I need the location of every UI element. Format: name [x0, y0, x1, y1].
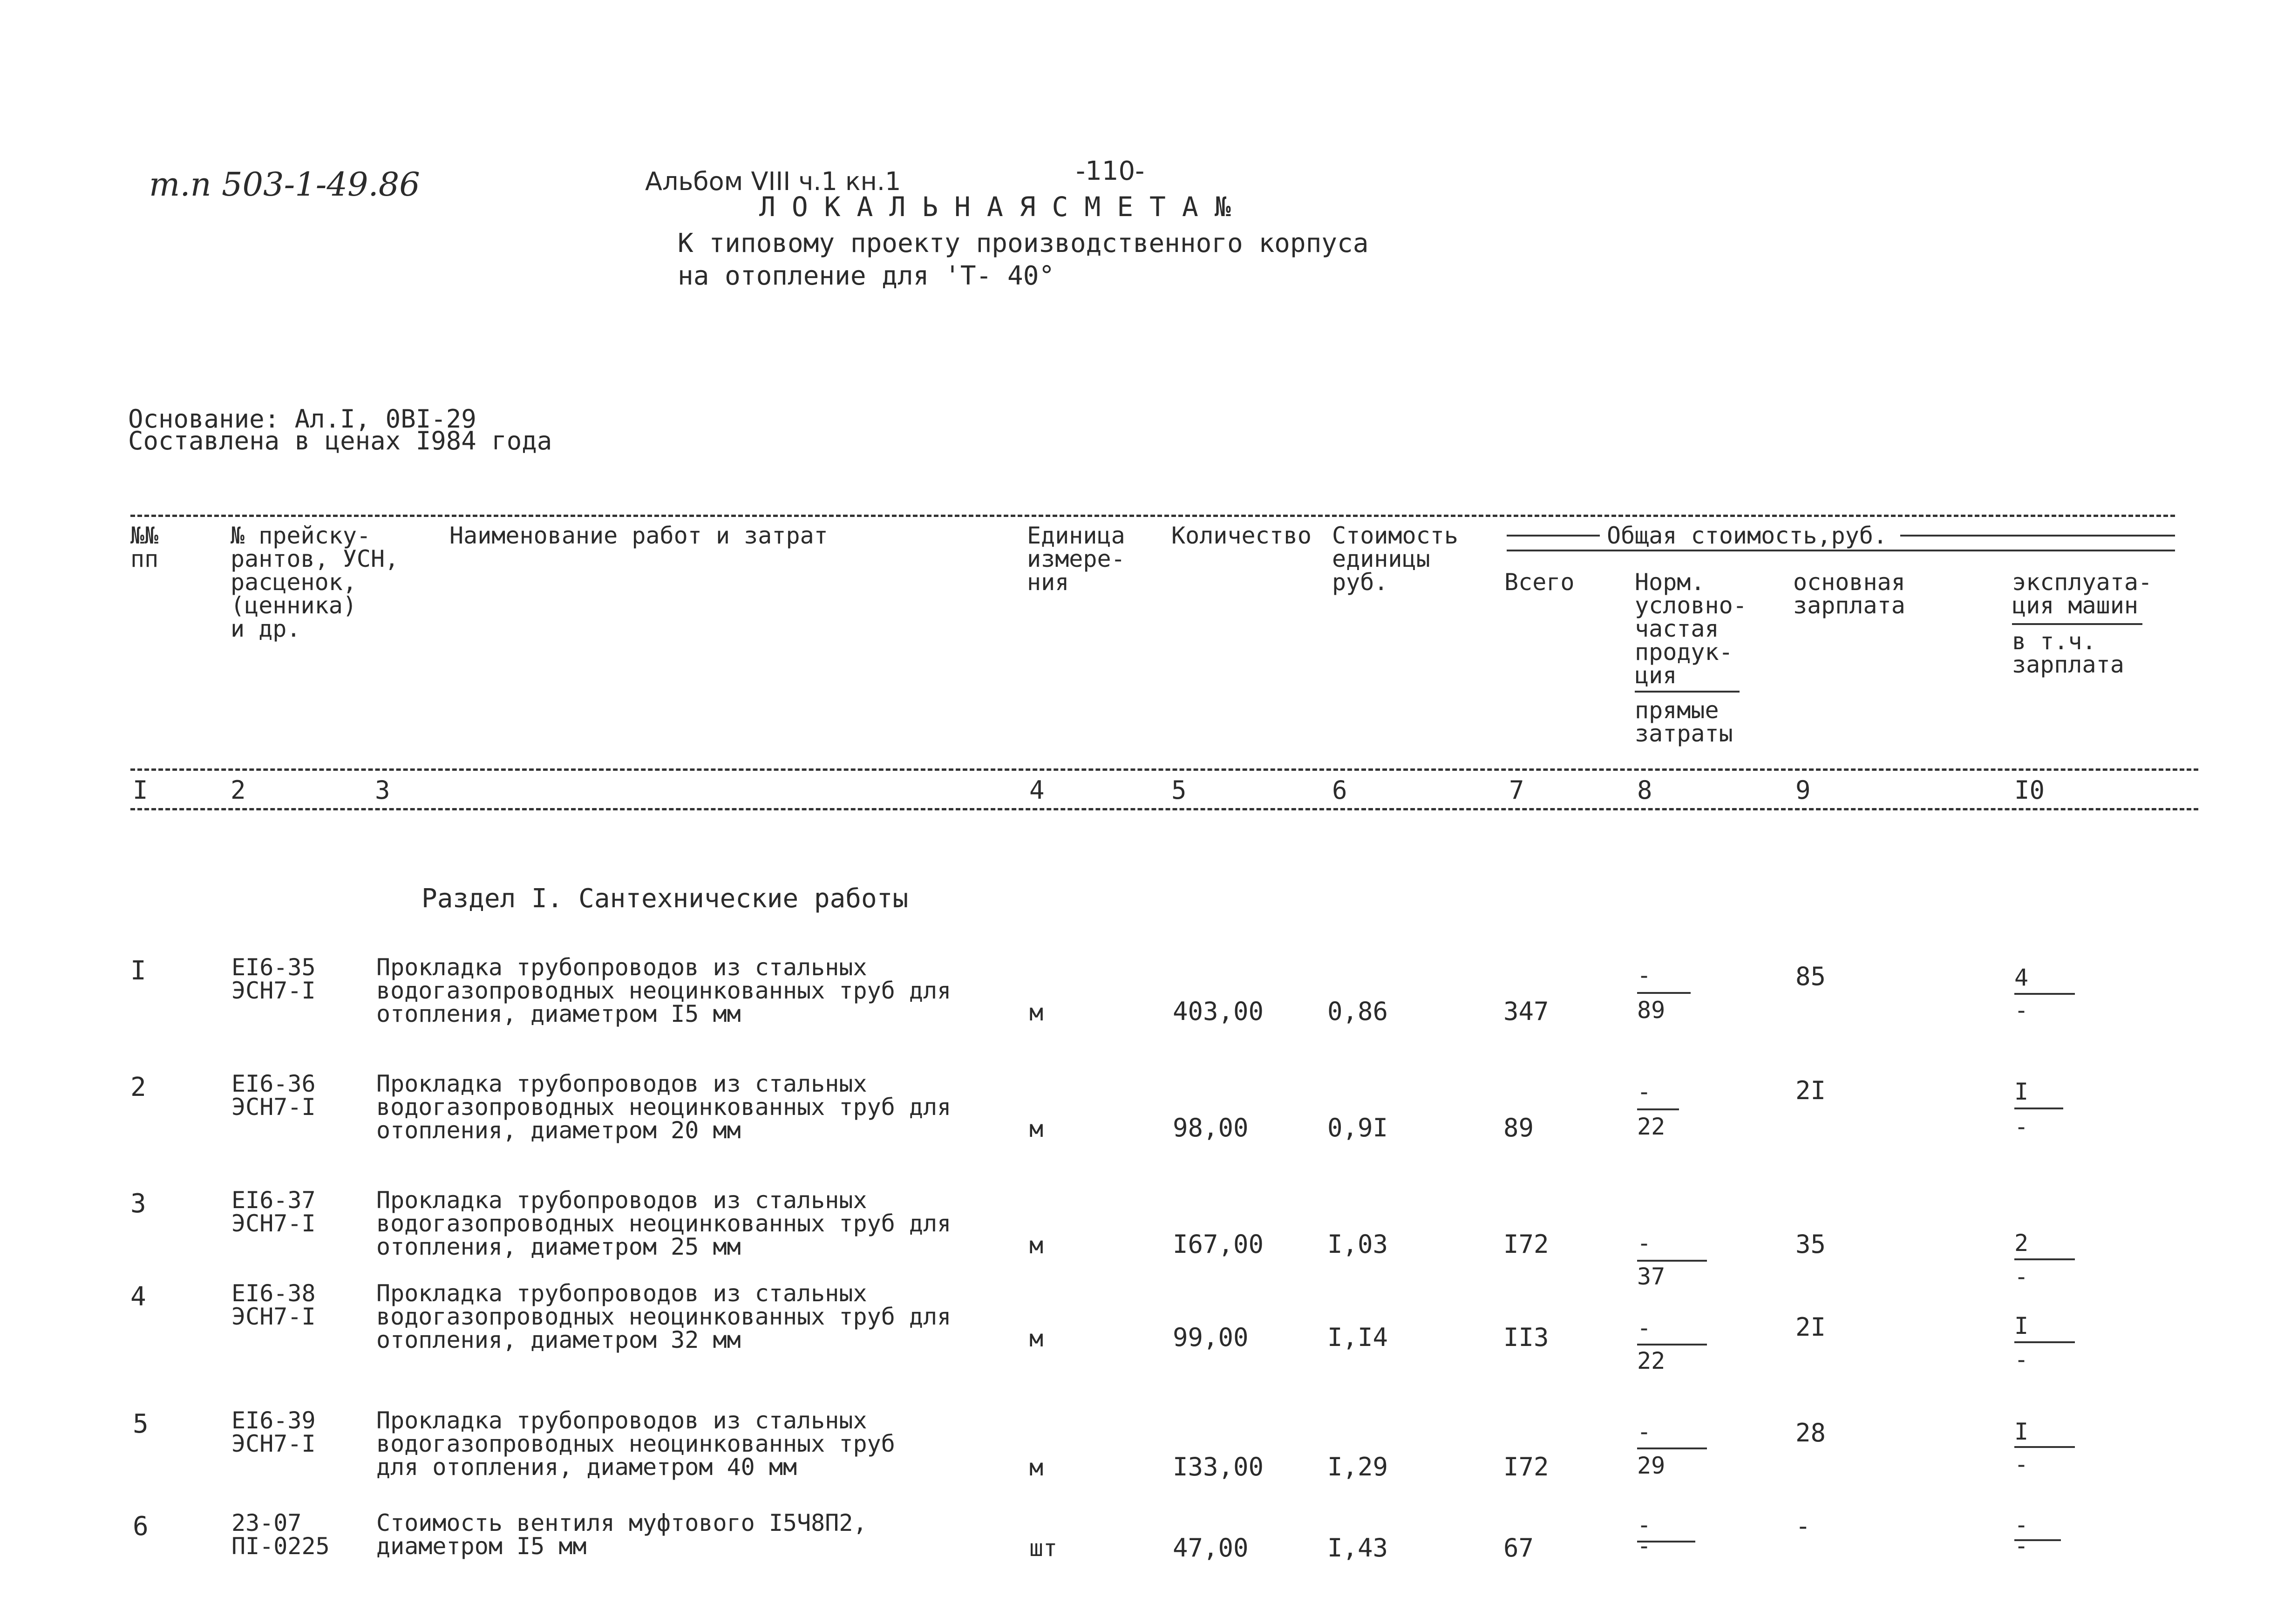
quantity: 98,00 — [1173, 1113, 1249, 1142]
group-header-rule-right — [1900, 535, 2175, 537]
quantity: I33,00 — [1173, 1452, 1264, 1481]
col-header-work-name: Наименование работ и затрат — [449, 522, 828, 549]
group-header-underline — [1507, 550, 2175, 551]
fraction-bar — [2014, 1446, 2075, 1448]
machine-operation: 4 — [2014, 964, 2029, 991]
fraction-bar — [2014, 1341, 2075, 1343]
page-number: -110- — [1076, 156, 1145, 186]
row-code — [231, 1409, 316, 1455]
header-top-rule — [130, 515, 2175, 517]
direct-costs: - — [1637, 1532, 1652, 1559]
direct-costs: 29 — [1637, 1452, 1665, 1479]
section-title: Раздел I. Сантехнические работы — [421, 883, 909, 914]
subtitle-line2: на отопление для 'Т- 40° — [678, 261, 1055, 291]
work-name: Стоимость вентиля муфтового I5Ч8П2, диаметром I5 мм — [376, 1509, 867, 1560]
total-cost: 67 — [1503, 1533, 1534, 1563]
quantity: 403,00 — [1173, 997, 1264, 1026]
unit-cost: I,29 — [1327, 1452, 1388, 1481]
unit-cost: I,I4 — [1327, 1323, 1388, 1352]
row-code — [231, 1282, 316, 1328]
row-code — [231, 956, 316, 1002]
fraction-bar — [2014, 993, 2075, 995]
machine-operation: - — [2014, 1511, 2029, 1538]
price-list-code: ЕI6-39 — [231, 1407, 316, 1434]
machine-salary: - — [2014, 1113, 2029, 1140]
direct-costs: 22 — [1637, 1347, 1665, 1374]
fraction-bar — [2014, 1258, 2075, 1260]
fraction-bar — [1637, 1344, 1707, 1345]
unit: м — [1029, 1115, 1044, 1142]
unit: м — [1029, 1232, 1044, 1259]
machine-operation: I — [2014, 1078, 2029, 1105]
row-code — [231, 1511, 330, 1558]
unit: м — [1029, 1454, 1044, 1481]
quantity: 47,00 — [1173, 1533, 1249, 1563]
price-list-code: ЕI6-38 — [231, 1280, 316, 1307]
price-list-code: ЕI6-37 — [231, 1187, 316, 1214]
basis-line: Основание: Ал.I, 0ВI-29 — [128, 404, 476, 434]
row-number: 6 — [133, 1511, 149, 1542]
col-header-direct-costs: прямые затраты — [1635, 697, 1733, 747]
column-number: I0 — [2014, 775, 2045, 805]
column-number: 8 — [1637, 775, 1652, 805]
base-salary: 28 — [1795, 1418, 1826, 1447]
row-number: I — [130, 956, 146, 986]
machine-operation: 2 — [2014, 1230, 2029, 1257]
base-salary: 2I — [1795, 1312, 1826, 1342]
column-number: 6 — [1332, 775, 1347, 805]
col8-divider — [1635, 691, 1740, 693]
column-number: I — [133, 775, 148, 805]
row-number: 2 — [130, 1072, 146, 1102]
column-number: 3 — [375, 775, 390, 805]
col-header-quantity: Количество — [1171, 522, 1312, 549]
norm-products: - — [1637, 1418, 1652, 1445]
base-salary: 35 — [1795, 1230, 1826, 1259]
machine-salary: - — [2014, 997, 2029, 1024]
col-header-unit-cost: Стоимость единицы руб. — [1332, 522, 1458, 596]
row-number: 4 — [130, 1282, 146, 1312]
quantity: I67,00 — [1173, 1230, 1264, 1259]
group-header-rule-left — [1507, 535, 1600, 537]
work-name: Прокладка трубопроводов из стальных водогазопроводных неоцинкованных труб для отопления, диаметром 40 мм — [376, 1407, 895, 1481]
total-cost: 89 — [1503, 1113, 1534, 1142]
col-header-total: Всего — [1504, 569, 1575, 596]
price-list-code: 23-07 — [231, 1509, 302, 1536]
group-header-total-cost: Общая стоимость,руб. — [1607, 522, 1888, 549]
document-code: т.п 503-1-49.86 — [149, 165, 420, 204]
resource-code: ЭСН7-I — [231, 977, 316, 1004]
header-bottom-rule — [130, 768, 2198, 771]
price-list-code: ЕI6-36 — [231, 1070, 316, 1097]
work-name: Прокладка трубопроводов из стальных водогазопроводных неоцинкованных труб для отопления, диаметром 32 мм — [376, 1280, 952, 1353]
resource-code: ЭСН7-I — [231, 1210, 316, 1237]
col-header-price-list: № прейску- рантов, УСН, расценок, (ценника) и др. — [231, 522, 399, 642]
col-header-number: №№ пп — [130, 522, 159, 572]
quantity: 99,00 — [1173, 1323, 1249, 1352]
unit: м — [1029, 999, 1044, 1026]
total-cost: II3 — [1503, 1323, 1549, 1352]
norm-products: - — [1637, 1314, 1652, 1341]
machine-operation: I — [2014, 1418, 2029, 1445]
base-salary: 85 — [1795, 962, 1826, 991]
resource-code: ЭСН7-I — [231, 1430, 316, 1457]
norm-products: - — [1637, 1078, 1652, 1105]
column-number: 4 — [1029, 775, 1045, 805]
machine-salary: - — [2014, 1263, 2029, 1290]
machine-salary: - — [2014, 1532, 2029, 1559]
resource-code: ПI-0225 — [231, 1533, 330, 1560]
base-salary: 2I — [1795, 1076, 1826, 1105]
fraction-bar — [1637, 1108, 1679, 1110]
prices-line: Составлена в ценах I984 года — [128, 426, 552, 455]
unit: м — [1029, 1325, 1044, 1352]
direct-costs: 37 — [1637, 1263, 1665, 1290]
resource-code: ЭСН7-I — [231, 1094, 316, 1121]
row-code — [231, 1072, 316, 1119]
machine-operation: I — [2014, 1312, 2029, 1339]
machine-salary: - — [2014, 1346, 2029, 1373]
document-title: Л О К А Л Ь Н А Я С М Е Т А № — [759, 191, 1231, 223]
subtitle-line1: К типовому проекту производственного корпуса — [678, 228, 1369, 258]
col10-divider — [2012, 623, 2142, 625]
unit-cost: 0,86 — [1327, 997, 1388, 1026]
album-label: Альбом VIII ч.1 кн.1 — [645, 167, 901, 196]
total-cost: I72 — [1503, 1230, 1549, 1259]
col-header-norm-products: Норм. условно- частая продук- ция — [1635, 569, 1747, 689]
work-name: Прокладка трубопроводов из стальных водогазопроводных неоцинкованных труб для отопления, диаметром I5 мм — [376, 954, 952, 1027]
direct-costs: 22 — [1637, 1113, 1665, 1140]
row-number: 5 — [133, 1409, 149, 1439]
norm-products: - — [1637, 962, 1652, 989]
column-number: 2 — [231, 775, 246, 805]
fraction-bar — [2014, 1108, 2063, 1109]
col-header-machine-operation: эксплуата- ция машин — [2012, 569, 2153, 619]
column-number: 5 — [1171, 775, 1187, 805]
total-cost: I72 — [1503, 1452, 1549, 1481]
fraction-bar — [1637, 992, 1691, 994]
resource-code: ЭСН7-I — [231, 1303, 316, 1330]
row-number: 3 — [130, 1189, 146, 1219]
col-header-base-salary: основная зарплата — [1793, 569, 1905, 619]
work-name: Прокладка трубопроводов из стальных водогазопроводных неоцинкованных труб для отопления, диаметром 25 мм — [376, 1187, 952, 1260]
direct-costs: 89 — [1637, 997, 1665, 1024]
column-number: 9 — [1795, 775, 1811, 805]
work-name: Прокладка трубопроводов из стальных водогазопроводных неоцинкованных труб для отопления, диаметром 20 мм — [376, 1070, 952, 1144]
norm-products: - — [1637, 1230, 1652, 1257]
machine-salary: - — [2014, 1451, 2029, 1478]
column-numbers-rule — [130, 808, 2198, 810]
unit-cost: I,43 — [1327, 1533, 1388, 1563]
col-header-unit: Единица измере- ния — [1027, 522, 1125, 596]
fraction-bar — [1637, 1447, 1707, 1449]
unit-cost: I,03 — [1327, 1230, 1388, 1259]
norm-products: - — [1637, 1511, 1652, 1538]
unit-cost: 0,9I — [1327, 1113, 1388, 1142]
base-salary: - — [1795, 1511, 1811, 1541]
column-number: 7 — [1509, 775, 1524, 805]
price-list-code: ЕI6-35 — [231, 954, 316, 981]
total-cost: 347 — [1503, 997, 1549, 1026]
unit: шт — [1029, 1535, 1058, 1562]
fraction-bar — [1637, 1260, 1707, 1262]
row-code — [231, 1189, 316, 1235]
col-header-incl-salary: в т.ч. зарплата — [2012, 628, 2124, 678]
